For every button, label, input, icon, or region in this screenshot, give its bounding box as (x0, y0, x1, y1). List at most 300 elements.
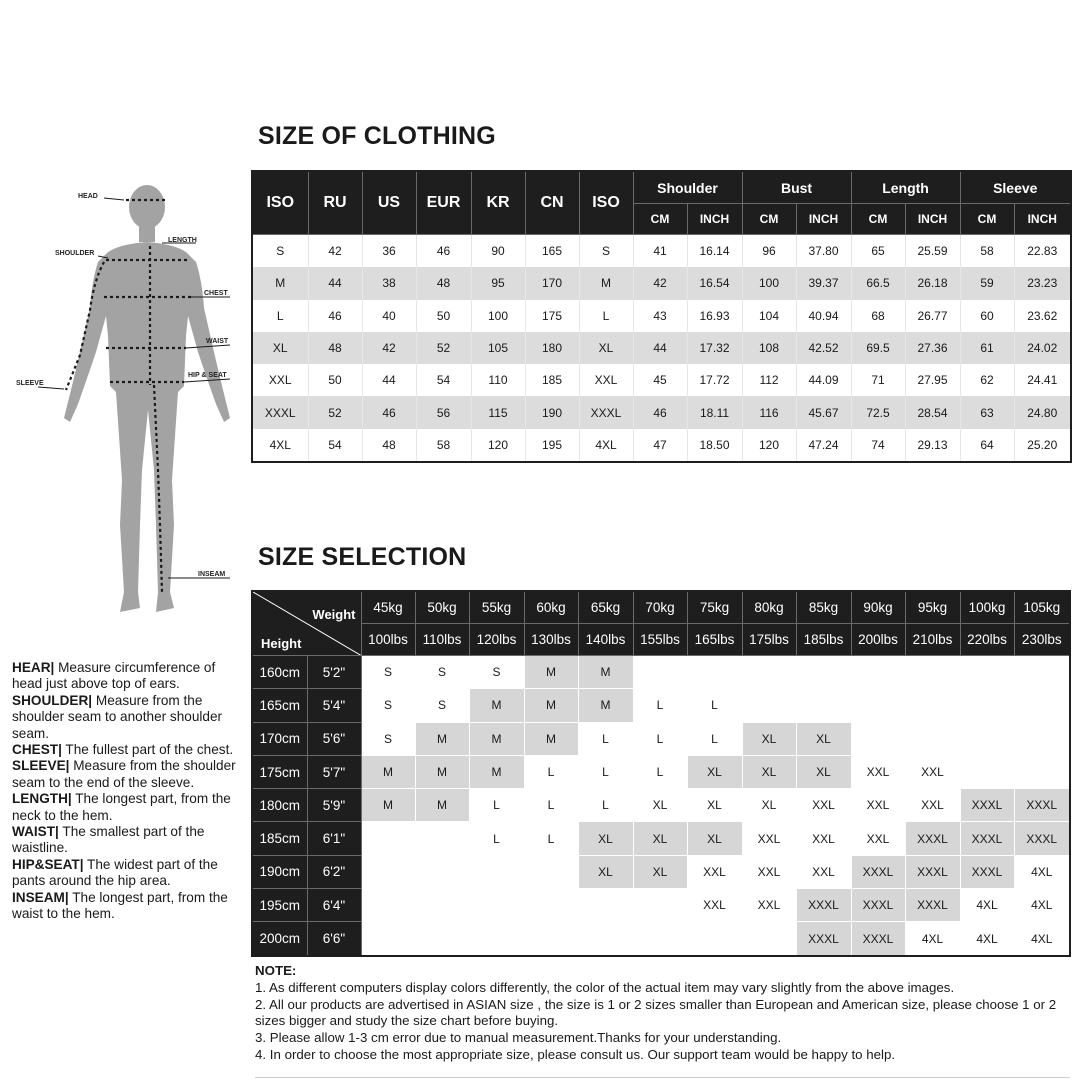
unit-header: INCH (1014, 204, 1071, 235)
table-cell: 58 (416, 429, 471, 462)
size-cell: XXL (796, 855, 851, 888)
size-cell: M (415, 755, 469, 788)
table-cell: M (579, 267, 633, 299)
size-cell (687, 922, 742, 956)
table-cell: XL (579, 332, 633, 364)
size-cell: 4XL (960, 922, 1014, 956)
size-cell: XXL (742, 855, 796, 888)
size-cell (960, 722, 1014, 755)
table-row (252, 722, 1070, 755)
weight-lbs-header: 140lbs (578, 624, 633, 656)
table-cell: 105 (471, 332, 525, 364)
size-cell: M (361, 755, 415, 788)
size-cell: XL (687, 822, 742, 855)
table-cell: L (252, 300, 308, 332)
table-cell: 27.36 (905, 332, 960, 364)
table-cell: 46 (633, 396, 687, 428)
size-cell: M (415, 722, 469, 755)
size-cell: XXL (687, 889, 742, 922)
guide-description: The widest part of the pants around the hip area. (12, 856, 218, 889)
table-row (252, 267, 1071, 299)
table-cell: 68 (851, 300, 905, 332)
guide-entry (12, 660, 248, 693)
size-cell (742, 922, 796, 956)
table-cell: 36 (362, 235, 416, 268)
guide-entry (12, 791, 248, 824)
column-header: CN (525, 171, 579, 235)
guide-description: Measure circumference of head just above top of ears. (12, 660, 216, 692)
guide-entry (12, 693, 248, 742)
size-cell (905, 689, 960, 722)
size-cell (415, 922, 469, 956)
table-cell: 4XL (252, 429, 308, 462)
guide-description: Measure from the shoulder seam to the end of the sleeve. (12, 758, 236, 790)
table-cell: 54 (308, 429, 362, 462)
table-cell: XXXL (579, 396, 633, 428)
table-cell: 96 (742, 235, 796, 268)
size-cell (469, 855, 524, 888)
size-cell: S (415, 689, 469, 722)
size-cell: XL (633, 855, 687, 888)
column-header: US (362, 171, 416, 235)
size-cell: XL (633, 789, 687, 822)
size-cell: XXL (905, 789, 960, 822)
height-cm: 170cm (252, 722, 307, 755)
table-row (252, 332, 1071, 364)
notes-title: NOTE: (255, 963, 297, 978)
size-cell (1014, 689, 1070, 722)
size-cell: XXL (796, 789, 851, 822)
weight-kg-header: 105kg (1014, 591, 1070, 624)
bottom-divider (255, 1077, 1070, 1078)
table-cell: S (252, 235, 308, 268)
size-cell: L (633, 722, 687, 755)
height-cm: 190cm (252, 855, 307, 888)
size-selection-title: SIZE SELECTION (258, 543, 467, 571)
table-cell: 45.67 (796, 396, 851, 428)
height-ft: 5'7" (307, 755, 361, 788)
label-head: HEAD (78, 193, 98, 200)
size-cell: XXL (742, 822, 796, 855)
size-cell: XL (742, 755, 796, 788)
height-cm: 200cm (252, 922, 307, 956)
table-cell: 58 (960, 235, 1014, 268)
size-cell: M (578, 656, 633, 689)
table-cell: 48 (308, 332, 362, 364)
size-cell: XL (742, 789, 796, 822)
table-cell: 115 (471, 396, 525, 428)
table-cell: 50 (416, 300, 471, 332)
table-cell: 42 (362, 332, 416, 364)
table-cell: 43 (633, 300, 687, 332)
size-cell: 4XL (1014, 855, 1070, 888)
table-cell: 42.52 (796, 332, 851, 364)
weight-lbs-header: 120lbs (469, 624, 524, 656)
size-cell: M (469, 689, 524, 722)
label-waist: WAIST (206, 338, 229, 345)
size-cell (905, 722, 960, 755)
table-cell: 95 (471, 267, 525, 299)
guide-term: SLEEVE| (12, 758, 70, 774)
selection-table-header (252, 591, 1070, 656)
column-header: RU (308, 171, 362, 235)
size-cell (687, 656, 742, 689)
weight-label: Weight (312, 607, 356, 622)
size-cell (415, 855, 469, 888)
size-cell (361, 822, 415, 855)
table-cell: 69.5 (851, 332, 905, 364)
size-cell: XXL (851, 822, 905, 855)
table-cell: 18.11 (687, 396, 742, 428)
table-row (252, 235, 1071, 268)
size-cell (415, 889, 469, 922)
guide-entry (12, 890, 248, 923)
table-cell: 60 (960, 300, 1014, 332)
table-cell: 63 (960, 396, 1014, 428)
weight-kg-header: 75kg (687, 591, 742, 624)
weight-kg-header: 100kg (960, 591, 1014, 624)
size-cell (469, 889, 524, 922)
table-cell: 116 (742, 396, 796, 428)
table-row (252, 922, 1070, 956)
size-cell: M (361, 789, 415, 822)
guide-description: The longest part, from the waist to the hem. (12, 889, 228, 922)
size-cell: M (415, 789, 469, 822)
group-header: Shoulder (633, 171, 742, 204)
table-cell: 17.32 (687, 332, 742, 364)
weight-height-corner (252, 591, 361, 656)
size-cell: XXXL (905, 889, 960, 922)
table-cell: 190 (525, 396, 579, 428)
guide-term: HIP&SEAT| (12, 856, 84, 872)
table-cell: 46 (308, 300, 362, 332)
size-cell (851, 722, 905, 755)
weight-lbs-header: 110lbs (415, 624, 469, 656)
size-cell: L (524, 789, 578, 822)
table-cell: 26.18 (905, 267, 960, 299)
table-cell: 25.59 (905, 235, 960, 268)
table-cell: 61 (960, 332, 1014, 364)
size-cell (361, 889, 415, 922)
table-cell: 54 (416, 364, 471, 396)
size-cell: XL (796, 755, 851, 788)
table-cell: 28.54 (905, 396, 960, 428)
table-cell: 41 (633, 235, 687, 268)
label-hip-seat: HIP & SEAT (188, 372, 227, 379)
table-cell: L (579, 300, 633, 332)
table-cell: 52 (308, 396, 362, 428)
column-header: EUR (416, 171, 471, 235)
weight-kg-header: 65kg (578, 591, 633, 624)
table-cell: 62 (960, 364, 1014, 396)
table-cell: 44.09 (796, 364, 851, 396)
size-cell: L (524, 822, 578, 855)
table-cell: 48 (416, 267, 471, 299)
clothing-table-body (252, 235, 1071, 463)
table-cell: M (252, 267, 308, 299)
weight-kg-header: 45kg (361, 591, 415, 624)
selection-table-body (252, 656, 1070, 956)
size-cell (796, 689, 851, 722)
table-cell: 42 (633, 267, 687, 299)
size-cell (1014, 656, 1070, 689)
body-measurement-figure (8, 180, 248, 630)
note-item: 1. As different computers display colors differently, the color of the actual item may vary slightly from the above images. (255, 979, 955, 995)
size-cell: XXXL (851, 855, 905, 888)
size-cell (633, 922, 687, 956)
size-cell: XXXL (1014, 822, 1070, 855)
table-cell: S (579, 235, 633, 268)
size-cell (742, 656, 796, 689)
size-cell: L (578, 789, 633, 822)
height-cm: 180cm (252, 789, 307, 822)
table-cell: 16.14 (687, 235, 742, 268)
size-cell (633, 889, 687, 922)
guide-term: WAIST| (12, 824, 59, 840)
table-cell: 16.93 (687, 300, 742, 332)
size-cell: XL (687, 789, 742, 822)
label-length: LENGTH (168, 237, 197, 244)
size-cell: XL (578, 822, 633, 855)
unit-header: INCH (687, 204, 742, 235)
height-ft: 5'2" (307, 656, 361, 689)
unit-header: CM (742, 204, 796, 235)
size-cell: M (469, 755, 524, 788)
size-cell: 4XL (905, 922, 960, 956)
size-cell (960, 689, 1014, 722)
table-cell: XXL (579, 364, 633, 396)
label-shoulder: SHOULDER (55, 250, 95, 257)
table-row (252, 364, 1071, 396)
weight-kg-header: 70kg (633, 591, 687, 624)
label-inseam: INSEAM (198, 571, 226, 578)
size-cell (905, 656, 960, 689)
size-cell: L (687, 722, 742, 755)
table-cell: 120 (742, 429, 796, 462)
size-cell: M (524, 656, 578, 689)
table-cell: 65 (851, 235, 905, 268)
height-cm: 165cm (252, 689, 307, 722)
size-cell: XXL (905, 755, 960, 788)
size-cell: XL (633, 822, 687, 855)
table-row (252, 429, 1071, 462)
size-cell (469, 922, 524, 956)
column-header: ISO (579, 171, 633, 235)
table-cell: 47 (633, 429, 687, 462)
size-cell: L (469, 822, 524, 855)
column-header: ISO (252, 171, 308, 235)
height-cm: 175cm (252, 755, 307, 788)
size-cell (851, 656, 905, 689)
weight-lbs-header: 230lbs (1014, 624, 1070, 656)
table-cell: 110 (471, 364, 525, 396)
table-cell: 27.95 (905, 364, 960, 396)
table-cell: 59 (960, 267, 1014, 299)
label-sleeve: SLEEVE (16, 380, 44, 387)
table-cell: 24.80 (1014, 396, 1071, 428)
notes-section (255, 963, 1070, 1064)
size-cell: XXXL (960, 789, 1014, 822)
size-cell: XXXL (960, 855, 1014, 888)
size-cell (415, 822, 469, 855)
size-cell (633, 656, 687, 689)
table-row (252, 656, 1070, 689)
human-silhouette-icon (8, 180, 248, 630)
table-cell: 165 (525, 235, 579, 268)
unit-header: CM (960, 204, 1014, 235)
size-cell: L (687, 689, 742, 722)
table-cell: 66.5 (851, 267, 905, 299)
guide-entry (12, 742, 248, 758)
table-cell: 185 (525, 364, 579, 396)
unit-header: INCH (905, 204, 960, 235)
table-cell: 120 (471, 429, 525, 462)
size-cell: XXL (796, 822, 851, 855)
weight-kg-header: 80kg (742, 591, 796, 624)
table-cell: 44 (308, 267, 362, 299)
size-cell: L (578, 722, 633, 755)
guide-term: LENGTH| (12, 791, 72, 807)
group-header: Bust (742, 171, 851, 204)
table-row (252, 822, 1070, 855)
note-item: 2. All our products are advertised in ASIAN size , the size is 1 or 2 sizes smaller than European and American size, please choose 1 or 2 sizes bigger and study the size chart before buying. (255, 996, 1057, 1029)
size-cell (578, 889, 633, 922)
table-cell: 23.62 (1014, 300, 1071, 332)
size-cell (524, 855, 578, 888)
size-cell: XL (742, 722, 796, 755)
size-cell (361, 855, 415, 888)
table-cell: 18.50 (687, 429, 742, 462)
guide-description: The smallest part of the waistline. (12, 824, 205, 856)
size-cell: S (361, 656, 415, 689)
size-cell (361, 922, 415, 956)
guide-entry (12, 824, 248, 857)
guide-term: SHOULDER| (12, 692, 93, 708)
size-cell: XXXL (905, 855, 960, 888)
size-cell: 4XL (960, 889, 1014, 922)
size-cell: XXXL (796, 922, 851, 956)
table-row (252, 889, 1070, 922)
size-cell (578, 922, 633, 956)
size-cell: XXXL (960, 822, 1014, 855)
weight-lbs-header: 200lbs (851, 624, 905, 656)
size-cell: S (361, 722, 415, 755)
weight-kg-header: 85kg (796, 591, 851, 624)
weight-kg-header: 95kg (905, 591, 960, 624)
height-ft: 6'4" (307, 889, 361, 922)
height-ft: 5'4" (307, 689, 361, 722)
size-cell: S (469, 656, 524, 689)
size-cell: L (633, 755, 687, 788)
size-cell: S (361, 689, 415, 722)
table-cell: XL (252, 332, 308, 364)
weight-kg-header: 90kg (851, 591, 905, 624)
table-cell: 39.37 (796, 267, 851, 299)
table-cell: 180 (525, 332, 579, 364)
weight-kg-header: 55kg (469, 591, 524, 624)
table-cell: 24.02 (1014, 332, 1071, 364)
size-cell: XXL (742, 889, 796, 922)
height-ft: 6'6" (307, 922, 361, 956)
size-cell: XXXL (796, 889, 851, 922)
guide-term: HEAR| (12, 660, 55, 675)
guide-term: INSEAM| (12, 889, 69, 905)
size-cell (1014, 722, 1070, 755)
table-cell: 90 (471, 235, 525, 268)
height-ft: 5'6" (307, 722, 361, 755)
unit-header: INCH (796, 204, 851, 235)
weight-kg-header: 60kg (524, 591, 578, 624)
table-cell: 4XL (579, 429, 633, 462)
height-cm: 195cm (252, 889, 307, 922)
size-cell (524, 889, 578, 922)
table-cell: 45 (633, 364, 687, 396)
weight-lbs-header: 130lbs (524, 624, 578, 656)
table-cell: 195 (525, 429, 579, 462)
weight-lbs-header: 185lbs (796, 624, 851, 656)
table-cell: 17.72 (687, 364, 742, 396)
table-cell: 47.24 (796, 429, 851, 462)
size-cell: XL (687, 755, 742, 788)
table-cell: 16.54 (687, 267, 742, 299)
weight-lbs-header: 210lbs (905, 624, 960, 656)
size-cell: L (524, 755, 578, 788)
table-cell: 104 (742, 300, 796, 332)
size-cell: XXXL (905, 822, 960, 855)
size-cell: XL (578, 855, 633, 888)
table-cell: 46 (362, 396, 416, 428)
table-cell: 24.41 (1014, 364, 1071, 396)
size-cell (960, 656, 1014, 689)
table-cell: 64 (960, 429, 1014, 462)
table-cell: 50 (308, 364, 362, 396)
table-cell: 108 (742, 332, 796, 364)
height-ft: 5'9" (307, 789, 361, 822)
size-cell: XXXL (851, 889, 905, 922)
guide-description: The longest part, from the neck to the hem. (12, 791, 231, 823)
size-cell (960, 755, 1014, 788)
table-cell: 71 (851, 364, 905, 396)
table-cell: 46 (416, 235, 471, 268)
size-cell: XXXL (1014, 789, 1070, 822)
table-cell: 44 (362, 364, 416, 396)
note-item: 3. Please allow 1-3 cm error due to manual measurement.Thanks for your understanding. (255, 1030, 782, 1046)
table-cell: 44 (633, 332, 687, 364)
guide-term: CHEST| (12, 742, 62, 758)
size-cell: M (524, 689, 578, 722)
size-cell: 4XL (1014, 922, 1070, 956)
size-cell (1014, 755, 1070, 788)
table-cell: 48 (362, 429, 416, 462)
size-of-clothing-title: SIZE OF CLOTHING (258, 122, 496, 150)
table-cell: 40 (362, 300, 416, 332)
table-cell: 52 (416, 332, 471, 364)
size-cell (796, 656, 851, 689)
table-cell: 72.5 (851, 396, 905, 428)
unit-header: CM (851, 204, 905, 235)
weight-lbs-header: 175lbs (742, 624, 796, 656)
size-cell: S (415, 656, 469, 689)
size-cell (851, 689, 905, 722)
table-row (252, 789, 1070, 822)
table-cell: 26.77 (905, 300, 960, 332)
size-cell: L (578, 755, 633, 788)
group-header: Length (851, 171, 960, 204)
table-cell: 25.20 (1014, 429, 1071, 462)
table-cell: 175 (525, 300, 579, 332)
guide-entry (12, 758, 248, 791)
guide-entry (12, 857, 248, 890)
